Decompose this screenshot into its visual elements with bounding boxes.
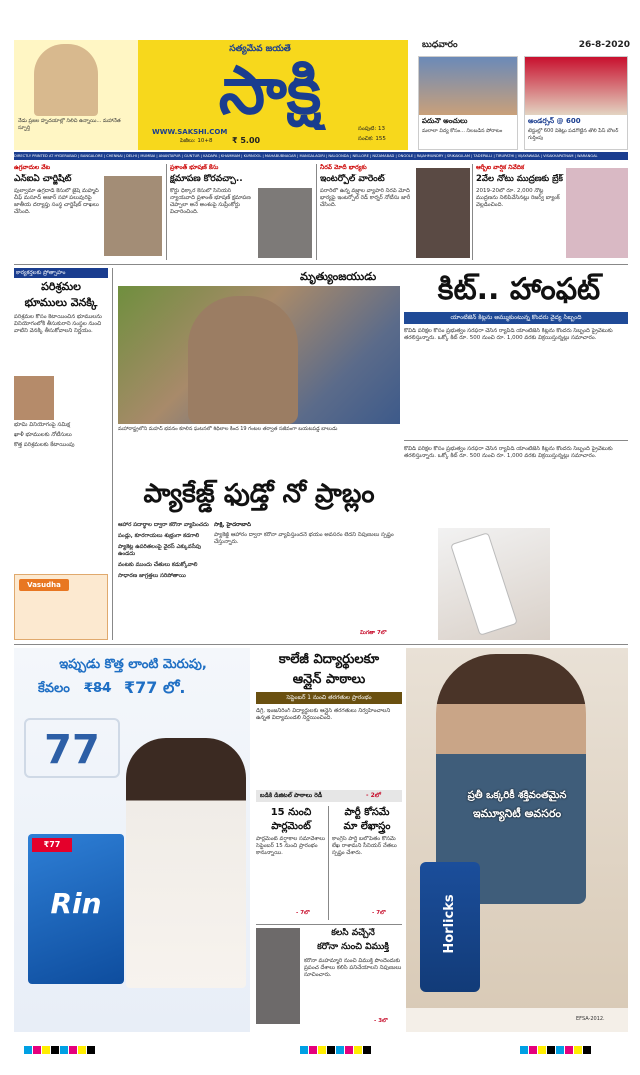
college-banner: సెప్టెంబర్ 1 నుంచి తరగతుల ప్రారంభం xyxy=(256,692,402,704)
horlicks-ad xyxy=(406,648,628,1032)
rin-brand: Rin xyxy=(50,887,102,920)
party-letter-text: కాంగ్రెస్ పార్టీ బలోపేతం కోసమే లేఖ రాశామని సీనియర్ నేతలు స్పష్టం చేశారు. xyxy=(332,836,397,856)
package-bullet: ప్యాకెట్ల ఉపరితలంపై వైరస్ ఎక్కువసేపు ఉండదు xyxy=(118,544,202,557)
masthead-weekday: బుధవారం xyxy=(422,40,458,50)
horlicks-footnote: EFSA-2012. xyxy=(576,1016,605,1022)
corona-relief-more: - 3లో xyxy=(374,1018,388,1024)
top-story-nirav xyxy=(320,164,470,262)
college-strip: బడికి డిజిటల్ పాఠాలు రెడీ xyxy=(256,790,366,802)
sidebar-headline-2: భూములు వెనక్కి xyxy=(24,296,98,309)
teaser-anderson-title: అండర్సన్ @ 600 xyxy=(528,117,581,125)
horlicks-footer xyxy=(406,1008,628,1032)
top-story-nia-kicker: ఉగ్రవాదుల వేట xyxy=(14,164,51,171)
rin-new-price: ₹77 లో. xyxy=(124,678,186,697)
hero-caption: మహారాష్ట్రలోని మహద్ భవనం కూలిన ఘటనలో శిథిలాల కింద 19 గంటల తర్వాత సజీవంగా బయటపడ్డ బాలుడు xyxy=(118,426,338,432)
rin-ad xyxy=(14,648,250,1032)
top-story-nia-headline: ఎన్ఐఏ చార్జిషీట్ xyxy=(14,174,72,184)
kit-text: కొవిడ్ పరీక్షల కోసం ప్రభుత్వం సరఫరా చేసిన ర్యాపిడ్ యాంటిజెన్ కిట్లను కొందరు సిబ్బంది ప్రైవేటుకు తరలిస్తున్నారు. ఒక్కో కిట్ రూ. 500 నుంచి రూ. 1,000 వరకు విక్రయిస్తున్నట్లు సమాచారం. xyxy=(404,328,613,341)
divider xyxy=(316,164,317,260)
college-headline-2: ఆన్లైన్ పాఠాలు xyxy=(292,672,366,687)
divider xyxy=(256,924,402,925)
top-story-nirav-text: పరారీలో ఉన్న వజ్రాల వ్యాపారి నీరవ్ మోదీ భార్యపై ఇంటర్పోల్ రెడ్ కార్నర్ నోటీసు జారీ చేసింది. xyxy=(320,188,411,208)
package-bullet: పండ్లు, కూరగాయలు శుభ్రంగా కడగాలి xyxy=(118,533,200,539)
kit-subhead: యాంటిజెన్ కిట్లను అమ్ముకుంటున్న కొందరు వైద్య సిబ్బంది xyxy=(404,312,628,324)
hero-label: మృత్యుంజయుడు xyxy=(300,270,377,283)
top-story-nirav-kicker: నీరవ్ మోదీ భార్యకు xyxy=(320,164,367,171)
package-bullet: సాధారణ జాగ్రత్తలు సరిపోతాయి xyxy=(118,573,186,579)
sidebar-ad-brand: Vasudha xyxy=(19,579,69,591)
top-story-rbi-kicker: ఆర్బీఐ వార్షిక నివేదిక xyxy=(476,164,525,171)
teaser-malala xyxy=(418,56,518,150)
rin-pack xyxy=(28,834,124,984)
sidebar-bullet: కొత్త పరిశ్రమలకు కేటాయింపు xyxy=(14,442,75,448)
top-story-nirav-photo xyxy=(416,168,470,258)
party-letter-more: - 7లో xyxy=(372,910,386,916)
package-bullet: ఆహార పదార్థాల ద్వారా కరోనా వ్యాపించదు xyxy=(118,522,209,528)
divider xyxy=(112,268,113,640)
teaser-malala-photo xyxy=(419,57,518,115)
sidebar-bullet: భూమి వినియోగంపై సమీక్ష xyxy=(14,422,71,428)
rin-model-photo xyxy=(126,738,246,988)
teaser-anderson-photo xyxy=(525,57,628,115)
test-kit-device xyxy=(450,532,518,636)
masthead-title: సాక్షి xyxy=(218,52,322,129)
top-story-bhushan-headline: క్షమాపణ కోరవచ్చా.. xyxy=(170,174,243,184)
rin-headline-2: కేవలం xyxy=(38,681,70,696)
teaser-malala-title: పదునౌ అంచులు xyxy=(422,117,468,125)
leader-panel xyxy=(14,40,138,150)
top-story-nia-photo xyxy=(104,176,162,256)
top-story-bhushan-photo xyxy=(258,188,312,258)
top-story-rbi-photo xyxy=(566,168,628,258)
covid-test-photo xyxy=(438,528,550,640)
editions-strip: DIRECTLY PRINTED AT HYDERABAD | BANGALORE | CHENNAI | DELHI | MUMBAI | ANANTAPUR | GUNTUR | KADAPA | KHAMMAM | KURNOOL | MAHABUBNAGAR | MANGALAGIRI | NALGONDA | NELLORE | NIZAMABAD | ONGOLE | RAJAHMUNDRY | SRIKAKULAM | TADEPALLI | TIRUPATHI | VIJAYAWADA | VISAKHAPATNAM | WARANGAL xyxy=(14,152,628,160)
horlicks-jar xyxy=(420,862,480,992)
top-story-bhushan-kicker: ప్రశాంత్ భూషణ్ కేసు xyxy=(170,164,219,171)
divider xyxy=(472,164,473,260)
horlicks-brand: Horlicks xyxy=(442,894,457,954)
parliament-more: - 7లో xyxy=(296,910,310,916)
print-color-bar-left xyxy=(24,1046,144,1056)
college-text: డిగ్రీ, ఇంజనీరింగ్ విద్యార్థులకు ఆన్లైన్ తరగతులు నిర్వహించాలని ఉన్నత విద్యామండలి నిర్ణయించింది. xyxy=(256,708,391,721)
masthead-motto: సత్యమేవ జయతే xyxy=(229,44,291,54)
package-text: ప్యాకేజ్డ్ ఆహారం ద్వారా కరోనా వ్యాపిస్తుందనే భయం అవసరం లేదని నిపుణులు స్పష్టం చేస్తున్నారు. xyxy=(214,532,394,545)
parliament-headline-1: 15 నుంచి xyxy=(270,807,312,818)
parliament-story xyxy=(256,806,326,922)
package-bullets xyxy=(118,522,210,634)
sidebar-kicker: కార్యకర్తలకు ప్రోత్సాహం xyxy=(14,268,108,278)
top-story-bhushan xyxy=(170,164,314,262)
college-headline-1: కాలేజీ విద్యార్థులకూ xyxy=(278,652,380,667)
sidebar-photo xyxy=(14,376,54,420)
sidebar-bullets xyxy=(14,422,108,470)
package-more: మిగతా 7లో xyxy=(360,630,387,636)
hero-photo-boy xyxy=(188,296,298,424)
top-story-nia xyxy=(14,164,164,262)
sidebar-bullet: ఖాళీ భూములకు నోటీసులు xyxy=(14,432,72,438)
leader-photo xyxy=(34,44,98,116)
teaser-malala-text: మలాలా విద్య కోసం... నిలబడిన పోరాటం xyxy=(422,128,503,134)
sidebar-ad xyxy=(14,574,108,640)
top-story-bhushan-text: కోర్టు ధిక్కార కేసులో సీనియర్ న్యాయవాది ప్రశాంత్ భూషణ్ క్షమాపణ చెప్పాలా అనే అంశంపై సుప్రీంకోర్టు విచారించింది. xyxy=(170,188,251,215)
divider xyxy=(404,440,628,441)
party-letter-story xyxy=(332,806,402,922)
divider xyxy=(328,806,329,920)
party-letter-headline-2: మా లేఖాస్త్రం xyxy=(343,821,391,832)
kit-continued-text: కొవిడ్ పరీక్షల కోసం ప్రభుత్వం సరఫరా చేసిన ర్యాపిడ్ యాంటిజెన్ కిట్లను కొందరు సిబ్బంది ప్రైవేటుకు తరలిస్తున్నారు. ఒక్కో కిట్ రూ. 500 నుంచి రూ. 1,000 వరకు విక్రయిస్తున్నట్లు సమాచారం. xyxy=(404,446,613,459)
divider xyxy=(166,164,167,260)
package-bullet: వంటకు ముందు చేతులు కడుక్కోవాలి xyxy=(118,562,198,568)
top-story-rbi xyxy=(476,164,628,262)
rin-price-tag: ₹77 xyxy=(32,838,72,852)
top-story-nia-text: పుల్వామా ఉగ్రదాడి కేసులో జైషే మహ్మద్ చీఫ్ మసూద్ అజార్ సహా పలువురిపై జాతీయ దర్యాప్తు సంస్థ చార్జిషీట్ దాఖలు చేసింది. xyxy=(14,188,99,215)
sidebar-text: పరిశ్రమల కోసం కేటాయించిన భూములను వినియోగంలోకి తీసుకురాని సంస్థల నుంచి వాటిని వెనక్కి తీసుకోవాలని నిర్ణయం. xyxy=(14,314,102,334)
leader-quote: నేడు ప్రజల హృదయాల్లో నిలిచి ఉన్నాయి... మహానేత స్ఫూర్తి xyxy=(18,118,121,131)
teaser-anderson xyxy=(524,56,628,150)
package-dateline: సాక్షి, హైదరాబాద్ xyxy=(214,522,252,528)
masthead-website: WWW.SAKSHI.COM xyxy=(152,128,228,136)
masthead-volume: సంపుటి: 13 xyxy=(358,126,385,132)
horlicks-headline-2: ఇమ్యూనిటీ అవసరం xyxy=(472,807,562,820)
rin-old-price: ₹84 xyxy=(84,681,112,696)
top-story-rbi-headline: 2వేల నోటు ముద్రణకు బ్రేక్ xyxy=(476,174,563,184)
sidebar-headline-1: పరిశ్రమల xyxy=(41,280,81,293)
rin-big-77: 77 xyxy=(24,718,120,778)
package-headline: ప్యాకేజ్డ్ ఫుడ్తో నో ప్రాబ్లం xyxy=(143,479,375,509)
college-strip-more: - 2లో xyxy=(366,790,402,802)
party-letter-headline-1: పార్టీ కోసమే xyxy=(344,807,390,818)
corona-relief-text: కరోనా మహమ్మారి నుంచి విముక్తి పొందేందుకు ప్రపంచ దేశాలు కలిసి పనిచేయాలని నిపుణులు సూచించారు. xyxy=(304,958,402,978)
divider xyxy=(14,644,628,645)
teaser-anderson-text: టెస్టుల్లో 600 వికెట్లు పడగొట్టిన తొలి పేస్ బౌలర్ గుర్తింపు xyxy=(528,128,619,141)
masthead-pages: పేజీలు: 10+8 xyxy=(180,138,213,144)
corona-relief-headline-1: కలసి వచ్చేనే xyxy=(331,928,375,938)
horlicks-headline-1: ప్రతీ ఒక్కరికీ శక్తివంతమైన xyxy=(467,790,567,801)
hero-photo xyxy=(118,286,400,424)
corona-relief-photo xyxy=(256,928,300,1024)
kit-headline: కిట్.. హాంఫట్ xyxy=(437,272,601,307)
parliament-headline-2: పార్లమెంట్ xyxy=(271,821,311,832)
divider xyxy=(14,264,628,265)
top-story-rbi-text: 2019-20లో రూ. 2,000 నోట్ల ముద్రణను నిలిపివేసినట్లు రిజర్వ్ బ్యాంక్ వెల్లడించింది. xyxy=(476,188,560,208)
corona-relief-headline-2: కరోనా నుంచి విముక్తి xyxy=(317,942,389,952)
top-story-nirav-headline: ఇంటర్పోల్ వారెంట్ xyxy=(320,174,385,184)
rin-headline-1: ఇప్పుడు కొత్త లాంటి మెరుపు, xyxy=(59,657,207,672)
parliament-text: పార్లమెంట్ వర్షాకాల సమావేశాలు సెప్టెంబర్ 15 నుంచి ప్రారంభం కానున్నాయి. xyxy=(256,836,326,856)
masthead-issue: సంచిక: 155 xyxy=(358,136,386,142)
print-color-bar-right xyxy=(520,1046,630,1056)
masthead-date: 26-8-2020 xyxy=(578,40,630,50)
masthead-price: ₹ 5.00 xyxy=(232,136,261,145)
print-color-bar-mid xyxy=(300,1046,420,1056)
